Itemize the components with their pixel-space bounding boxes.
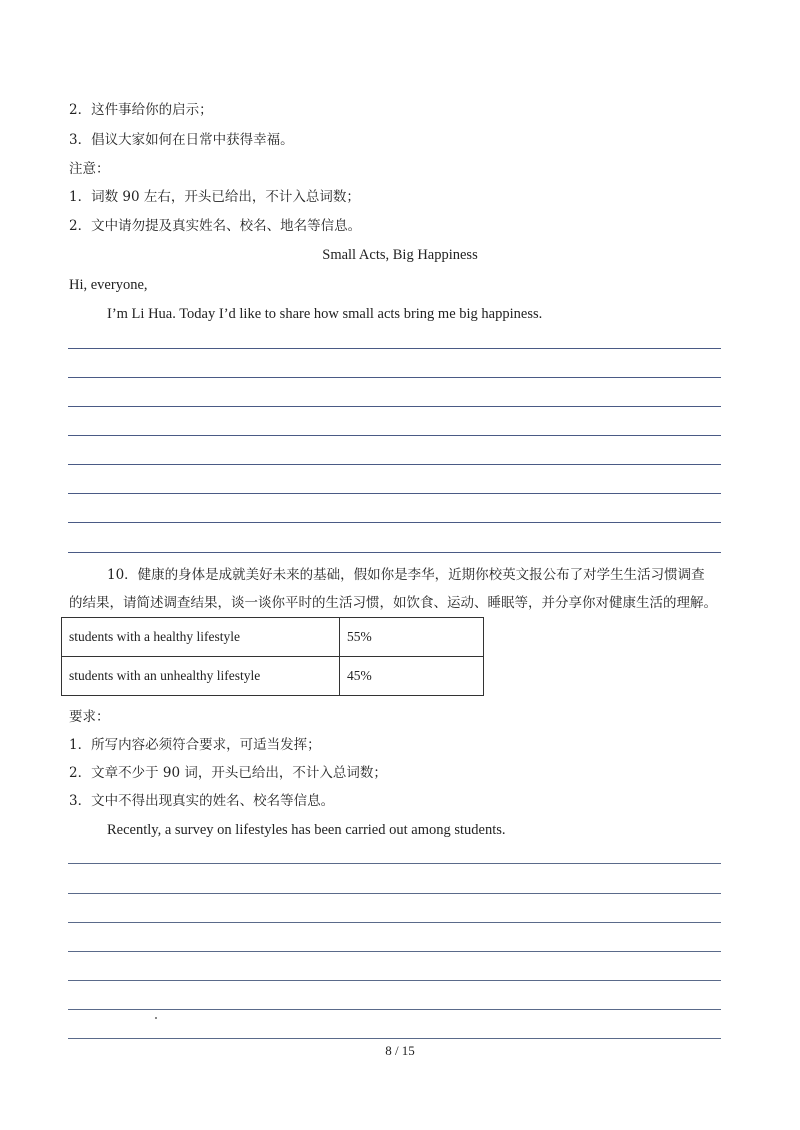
task10-opening-sentence: Recently, a survey on lifestyles has been carried out among students.	[107, 822, 506, 838]
task9-note-1: 1．词数 90 左右，开头已给出，不计入总词数；	[69, 189, 360, 205]
essay-title: Small Acts, Big Happiness	[322, 247, 478, 263]
writing-line	[68, 552, 721, 553]
table-row	[62, 618, 484, 657]
page-number: 8 / 15	[385, 1043, 415, 1058]
task10-prompt-line-2: 的结果，请简述调查结果，谈一谈你平时的生活习惯，如饮食、运动、睡眠等，并分享你对健康生活的理解。	[69, 595, 717, 611]
writing-line	[68, 1038, 721, 1039]
table-cell-value: 55%	[340, 618, 484, 657]
writing-line	[68, 863, 721, 864]
task10-prompt-line-1: 10．健康的身体是成就美好未来的基础，假如你是李华，近期你校英文报公布了对学生生活习惯调查	[107, 567, 705, 583]
task10-requirement-1: 1．所写内容必须符合要求，可适当发挥；	[69, 737, 321, 753]
survey-results-table	[61, 617, 484, 696]
scan-speck	[155, 1017, 157, 1019]
writing-line	[68, 922, 721, 923]
writing-line	[68, 377, 721, 378]
writing-line	[68, 464, 721, 465]
writing-line	[68, 951, 721, 952]
task9-point-3: 3．倡议大家如何在日常中获得幸福。	[69, 132, 294, 148]
table-row	[62, 657, 484, 696]
writing-line	[68, 435, 721, 436]
essay-opening-sentence: I’m Li Hua. Today I’d like to share how small acts bring me big happiness.	[107, 306, 543, 322]
writing-line	[68, 348, 721, 349]
task9-note-heading: 注意：	[69, 161, 110, 177]
writing-line	[68, 1009, 721, 1010]
essay-greeting: Hi, everyone,	[69, 277, 148, 293]
task9-point-2: 2．这件事给你的启示；	[69, 102, 213, 118]
writing-line	[68, 980, 721, 981]
writing-line	[68, 893, 721, 894]
writing-line	[68, 522, 721, 523]
task10-requirement-3: 3．文中不得出现真实的姓名、校名等信息。	[69, 793, 335, 809]
table-cell-label: students with an unhealthy lifestyle	[62, 657, 340, 696]
task9-note-2: 2．文中请勿提及真实姓名、校名、地名等信息。	[69, 218, 362, 234]
table-cell-label: students with a healthy lifestyle	[62, 618, 340, 657]
table-cell-value: 45%	[340, 657, 484, 696]
writing-line	[68, 493, 721, 494]
task10-requirement-2: 2．文章不少于 90 词，开头已给出，不计入总词数；	[69, 765, 387, 781]
writing-line	[68, 406, 721, 407]
task10-requirements-heading: 要求：	[69, 709, 110, 725]
